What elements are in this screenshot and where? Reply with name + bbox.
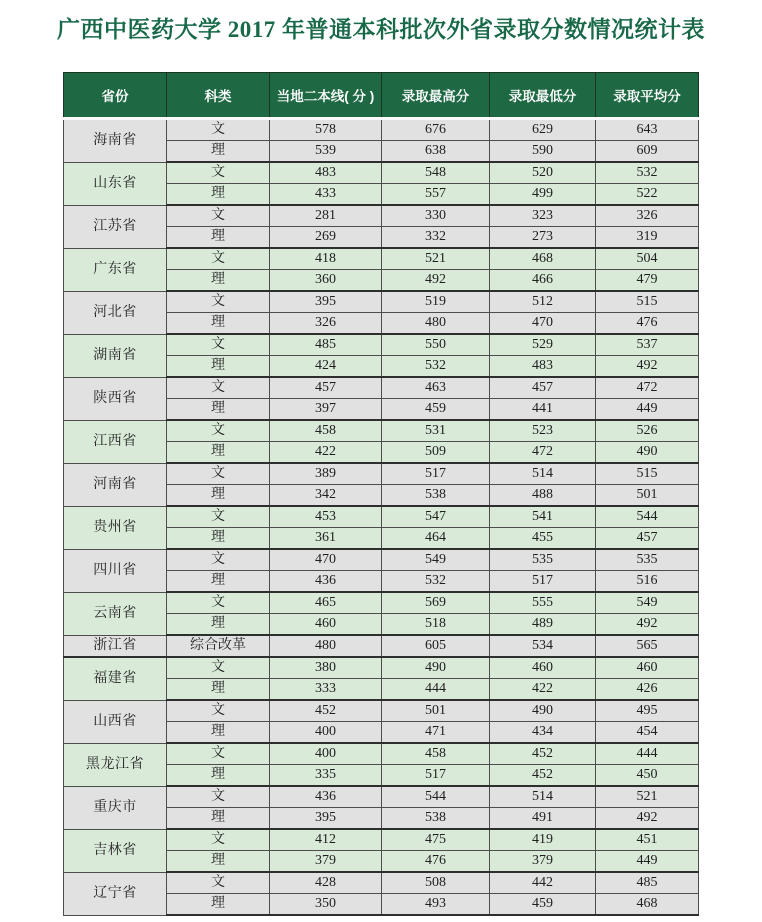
second-tier-line-cell: 400 xyxy=(270,722,382,744)
admission-score-table xyxy=(63,72,699,916)
column-header: 科类 xyxy=(167,73,270,119)
min-score-cell: 422 xyxy=(490,679,596,701)
category-cell: 文 xyxy=(167,463,270,485)
second-tier-line-cell: 485 xyxy=(270,334,382,356)
max-score-cell: 538 xyxy=(382,485,490,507)
max-score-cell: 638 xyxy=(382,141,490,163)
avg-score-cell: 526 xyxy=(596,420,699,442)
min-score-cell: 452 xyxy=(490,743,596,765)
category-cell: 理 xyxy=(167,614,270,636)
avg-score-cell: 444 xyxy=(596,743,699,765)
table-row xyxy=(64,657,699,679)
max-score-cell: 493 xyxy=(382,894,490,916)
province-cell: 山东省 xyxy=(64,162,167,205)
second-tier-line-cell: 539 xyxy=(270,141,382,163)
max-score-cell: 332 xyxy=(382,227,490,249)
min-score-cell: 273 xyxy=(490,227,596,249)
category-cell: 理 xyxy=(167,442,270,464)
table-row xyxy=(64,248,699,270)
max-score-cell: 508 xyxy=(382,872,490,894)
province-cell: 辽宁省 xyxy=(64,872,167,915)
province-cell: 河南省 xyxy=(64,463,167,506)
second-tier-line-cell: 360 xyxy=(270,270,382,292)
avg-score-cell: 450 xyxy=(596,765,699,787)
category-cell: 文 xyxy=(167,248,270,270)
table-row xyxy=(64,334,699,356)
second-tier-line-cell: 397 xyxy=(270,399,382,421)
min-score-cell: 523 xyxy=(490,420,596,442)
second-tier-line-cell: 326 xyxy=(270,313,382,335)
max-score-cell: 557 xyxy=(382,184,490,206)
min-score-cell: 555 xyxy=(490,592,596,614)
max-score-cell: 509 xyxy=(382,442,490,464)
min-score-cell: 419 xyxy=(490,829,596,851)
second-tier-line-cell: 436 xyxy=(270,786,382,808)
province-cell: 浙江省 xyxy=(64,635,167,657)
province-cell: 云南省 xyxy=(64,592,167,635)
min-score-cell: 541 xyxy=(490,506,596,528)
second-tier-line-cell: 465 xyxy=(270,592,382,614)
min-score-cell: 470 xyxy=(490,313,596,335)
max-score-cell: 517 xyxy=(382,463,490,485)
second-tier-line-cell: 424 xyxy=(270,356,382,378)
min-score-cell: 517 xyxy=(490,571,596,593)
category-cell: 文 xyxy=(167,872,270,894)
table-row xyxy=(64,205,699,227)
second-tier-line-cell: 458 xyxy=(270,420,382,442)
max-score-cell: 490 xyxy=(382,657,490,679)
second-tier-line-cell: 400 xyxy=(270,743,382,765)
category-cell: 理 xyxy=(167,313,270,335)
avg-score-cell: 476 xyxy=(596,313,699,335)
category-cell: 文 xyxy=(167,506,270,528)
avg-score-cell: 492 xyxy=(596,808,699,830)
avg-score-cell: 326 xyxy=(596,205,699,227)
second-tier-line-cell: 470 xyxy=(270,549,382,571)
category-cell: 理 xyxy=(167,270,270,292)
max-score-cell: 547 xyxy=(382,506,490,528)
column-header: 当地二本线( 分 ) xyxy=(270,73,382,119)
table-row xyxy=(64,700,699,722)
category-cell: 文 xyxy=(167,743,270,765)
avg-score-cell: 549 xyxy=(596,592,699,614)
min-score-cell: 499 xyxy=(490,184,596,206)
max-score-cell: 519 xyxy=(382,291,490,313)
province-cell: 贵州省 xyxy=(64,506,167,549)
max-score-cell: 550 xyxy=(382,334,490,356)
second-tier-line-cell: 342 xyxy=(270,485,382,507)
avg-score-cell: 537 xyxy=(596,334,699,356)
category-cell: 文 xyxy=(167,291,270,313)
category-cell: 理 xyxy=(167,679,270,701)
table-row xyxy=(64,786,699,808)
avg-score-cell: 492 xyxy=(596,614,699,636)
second-tier-line-cell: 453 xyxy=(270,506,382,528)
second-tier-line-cell: 433 xyxy=(270,184,382,206)
table-row xyxy=(64,635,699,657)
avg-score-cell: 544 xyxy=(596,506,699,528)
max-score-cell: 517 xyxy=(382,765,490,787)
avg-score-cell: 504 xyxy=(596,248,699,270)
max-score-cell: 532 xyxy=(382,571,490,593)
province-cell: 四川省 xyxy=(64,549,167,592)
avg-score-cell: 460 xyxy=(596,657,699,679)
table-row xyxy=(64,291,699,313)
category-cell: 理 xyxy=(167,485,270,507)
avg-score-cell: 565 xyxy=(596,635,699,657)
province-cell: 山西省 xyxy=(64,700,167,743)
min-score-cell: 323 xyxy=(490,205,596,227)
second-tier-line-cell: 428 xyxy=(270,872,382,894)
category-cell: 文 xyxy=(167,786,270,808)
max-score-cell: 532 xyxy=(382,356,490,378)
second-tier-line-cell: 422 xyxy=(270,442,382,464)
category-cell: 理 xyxy=(167,141,270,163)
avg-score-cell: 449 xyxy=(596,851,699,873)
table-row xyxy=(64,549,699,571)
second-tier-line-cell: 412 xyxy=(270,829,382,851)
province-cell: 湖南省 xyxy=(64,334,167,377)
avg-score-cell: 609 xyxy=(596,141,699,163)
max-score-cell: 476 xyxy=(382,851,490,873)
province-cell: 广东省 xyxy=(64,248,167,291)
second-tier-line-cell: 379 xyxy=(270,851,382,873)
avg-score-cell: 457 xyxy=(596,528,699,550)
avg-score-cell: 472 xyxy=(596,377,699,399)
category-cell: 文 xyxy=(167,657,270,679)
table-row xyxy=(64,743,699,765)
province-cell: 江苏省 xyxy=(64,205,167,248)
score-table-body xyxy=(64,119,699,916)
avg-score-cell: 449 xyxy=(596,399,699,421)
min-score-cell: 629 xyxy=(490,119,596,141)
province-cell: 陕西省 xyxy=(64,377,167,420)
min-score-cell: 452 xyxy=(490,765,596,787)
category-cell: 理 xyxy=(167,765,270,787)
table-row xyxy=(64,119,699,141)
max-score-cell: 501 xyxy=(382,700,490,722)
category-cell: 理 xyxy=(167,851,270,873)
second-tier-line-cell: 269 xyxy=(270,227,382,249)
category-cell: 文 xyxy=(167,334,270,356)
max-score-cell: 518 xyxy=(382,614,490,636)
second-tier-line-cell: 452 xyxy=(270,700,382,722)
avg-score-cell: 426 xyxy=(596,679,699,701)
avg-score-cell: 490 xyxy=(596,442,699,464)
min-score-cell: 459 xyxy=(490,894,596,916)
min-score-cell: 534 xyxy=(490,635,596,657)
avg-score-cell: 479 xyxy=(596,270,699,292)
max-score-cell: 605 xyxy=(382,635,490,657)
province-cell: 吉林省 xyxy=(64,829,167,872)
category-cell: 文 xyxy=(167,377,270,399)
min-score-cell: 490 xyxy=(490,700,596,722)
avg-score-cell: 501 xyxy=(596,485,699,507)
category-cell: 理 xyxy=(167,399,270,421)
second-tier-line-cell: 457 xyxy=(270,377,382,399)
min-score-cell: 514 xyxy=(490,463,596,485)
max-score-cell: 480 xyxy=(382,313,490,335)
column-header: 录取最高分 xyxy=(382,73,490,119)
min-score-cell: 442 xyxy=(490,872,596,894)
max-score-cell: 544 xyxy=(382,786,490,808)
min-score-cell: 512 xyxy=(490,291,596,313)
category-cell: 文 xyxy=(167,205,270,227)
second-tier-line-cell: 578 xyxy=(270,119,382,141)
second-tier-line-cell: 395 xyxy=(270,291,382,313)
second-tier-line-cell: 483 xyxy=(270,162,382,184)
max-score-cell: 549 xyxy=(382,549,490,571)
category-cell: 理 xyxy=(167,808,270,830)
max-score-cell: 538 xyxy=(382,808,490,830)
province-cell: 海南省 xyxy=(64,119,167,163)
avg-score-cell: 516 xyxy=(596,571,699,593)
avg-score-cell: 451 xyxy=(596,829,699,851)
category-cell: 理 xyxy=(167,227,270,249)
table-row xyxy=(64,463,699,485)
max-score-cell: 492 xyxy=(382,270,490,292)
avg-score-cell: 643 xyxy=(596,119,699,141)
second-tier-line-cell: 361 xyxy=(270,528,382,550)
avg-score-cell: 535 xyxy=(596,549,699,571)
avg-score-cell: 515 xyxy=(596,291,699,313)
table-row xyxy=(64,420,699,442)
second-tier-line-cell: 281 xyxy=(270,205,382,227)
second-tier-line-cell: 389 xyxy=(270,463,382,485)
avg-score-cell: 319 xyxy=(596,227,699,249)
min-score-cell: 489 xyxy=(490,614,596,636)
category-cell: 理 xyxy=(167,356,270,378)
second-tier-line-cell: 418 xyxy=(270,248,382,270)
min-score-cell: 590 xyxy=(490,141,596,163)
category-cell: 理 xyxy=(167,894,270,916)
min-score-cell: 520 xyxy=(490,162,596,184)
table-header xyxy=(64,73,699,119)
avg-score-cell: 485 xyxy=(596,872,699,894)
max-score-cell: 458 xyxy=(382,743,490,765)
column-header: 省份 xyxy=(64,73,167,119)
second-tier-line-cell: 335 xyxy=(270,765,382,787)
max-score-cell: 464 xyxy=(382,528,490,550)
min-score-cell: 491 xyxy=(490,808,596,830)
max-score-cell: 569 xyxy=(382,592,490,614)
max-score-cell: 463 xyxy=(382,377,490,399)
second-tier-line-cell: 460 xyxy=(270,614,382,636)
min-score-cell: 529 xyxy=(490,334,596,356)
province-cell: 重庆市 xyxy=(64,786,167,829)
min-score-cell: 455 xyxy=(490,528,596,550)
category-cell: 文 xyxy=(167,420,270,442)
column-header: 录取最低分 xyxy=(490,73,596,119)
min-score-cell: 466 xyxy=(490,270,596,292)
max-score-cell: 444 xyxy=(382,679,490,701)
category-cell: 文 xyxy=(167,162,270,184)
avg-score-cell: 515 xyxy=(596,463,699,485)
avg-score-cell: 495 xyxy=(596,700,699,722)
category-cell: 文 xyxy=(167,549,270,571)
max-score-cell: 330 xyxy=(382,205,490,227)
table-row xyxy=(64,506,699,528)
category-cell: 理 xyxy=(167,571,270,593)
second-tier-line-cell: 480 xyxy=(270,635,382,657)
header-row xyxy=(64,73,699,119)
province-cell: 黑龙江省 xyxy=(64,743,167,786)
second-tier-line-cell: 350 xyxy=(270,894,382,916)
column-header: 录取平均分 xyxy=(596,73,699,119)
category-cell: 理 xyxy=(167,722,270,744)
table-row xyxy=(64,829,699,851)
min-score-cell: 535 xyxy=(490,549,596,571)
category-cell: 文 xyxy=(167,119,270,141)
category-cell: 综合改革 xyxy=(167,635,270,657)
category-cell: 文 xyxy=(167,592,270,614)
category-cell: 文 xyxy=(167,700,270,722)
min-score-cell: 441 xyxy=(490,399,596,421)
max-score-cell: 471 xyxy=(382,722,490,744)
second-tier-line-cell: 333 xyxy=(270,679,382,701)
min-score-cell: 457 xyxy=(490,377,596,399)
max-score-cell: 521 xyxy=(382,248,490,270)
min-score-cell: 379 xyxy=(490,851,596,873)
province-cell: 江西省 xyxy=(64,420,167,463)
min-score-cell: 468 xyxy=(490,248,596,270)
avg-score-cell: 492 xyxy=(596,356,699,378)
category-cell: 理 xyxy=(167,184,270,206)
second-tier-line-cell: 395 xyxy=(270,808,382,830)
table-row xyxy=(64,162,699,184)
table-row xyxy=(64,872,699,894)
max-score-cell: 548 xyxy=(382,162,490,184)
avg-score-cell: 521 xyxy=(596,786,699,808)
max-score-cell: 459 xyxy=(382,399,490,421)
max-score-cell: 475 xyxy=(382,829,490,851)
category-cell: 理 xyxy=(167,528,270,550)
second-tier-line-cell: 436 xyxy=(270,571,382,593)
avg-score-cell: 468 xyxy=(596,894,699,916)
page-title: 广西中医药大学 2017 年普通本科批次外省录取分数情况统计表 xyxy=(57,17,705,42)
max-score-cell: 531 xyxy=(382,420,490,442)
avg-score-cell: 522 xyxy=(596,184,699,206)
avg-score-cell: 454 xyxy=(596,722,699,744)
province-cell: 河北省 xyxy=(64,291,167,334)
min-score-cell: 460 xyxy=(490,657,596,679)
category-cell: 文 xyxy=(167,829,270,851)
min-score-cell: 483 xyxy=(490,356,596,378)
table-row xyxy=(64,377,699,399)
min-score-cell: 514 xyxy=(490,786,596,808)
max-score-cell: 676 xyxy=(382,119,490,141)
min-score-cell: 488 xyxy=(490,485,596,507)
min-score-cell: 434 xyxy=(490,722,596,744)
avg-score-cell: 532 xyxy=(596,162,699,184)
min-score-cell: 472 xyxy=(490,442,596,464)
second-tier-line-cell: 380 xyxy=(270,657,382,679)
table-row xyxy=(64,592,699,614)
province-cell: 福建省 xyxy=(64,657,167,700)
